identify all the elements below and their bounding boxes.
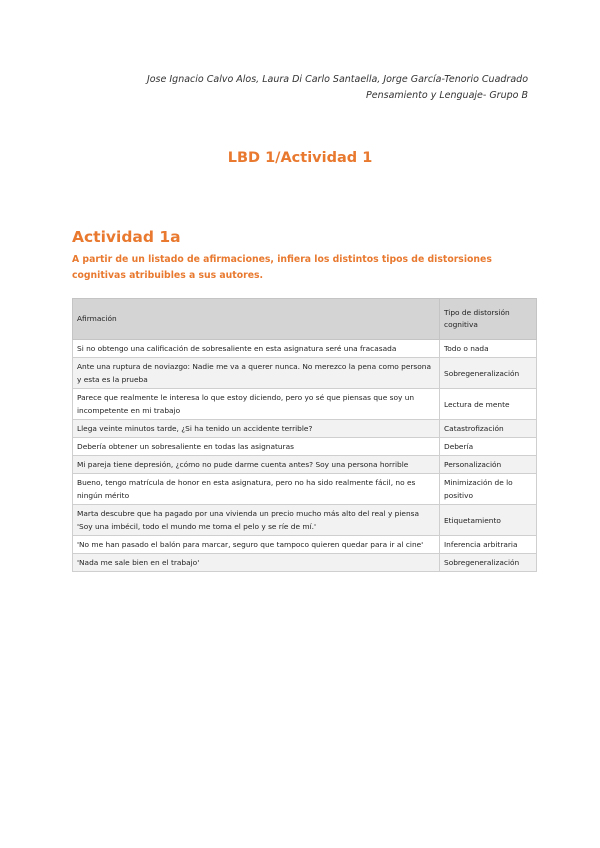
type-cell: Sobregeneralización [440,358,537,389]
table-row [73,505,537,536]
table-row [73,358,537,389]
statement-cell: Llega veinte minutos tarde, ¿Si ha tenido un accidente terrible? [73,420,440,438]
statement-cell: 'Nada me sale bien en el trabajo' [73,554,440,572]
header-statement: Afirmación [73,299,440,340]
type-cell: Catastrofización [440,420,537,438]
statement-cell: Ante una ruptura de noviazgo: Nadie me va a querer nunca. No merezco la pena como persona y esta es la prueba [73,358,440,389]
section-title: Actividad 1a [72,228,181,246]
course-line: Pensamiento y Lenguaje- Grupo B [366,90,528,101]
table-row [73,554,537,572]
statement-cell: Si no obtengo una calificación de sobresaliente en esta asignatura seré una fracasada [73,340,440,358]
statement-cell: Debería obtener un sobresaliente en todas las asignaturas [73,438,440,456]
statement-cell: Mi pareja tiene depresión, ¿cómo no pude darme cuenta antes? Soy una persona horrible [73,456,440,474]
document-title: LBD 1/Actividad 1 [227,150,373,166]
table-header-row [73,299,537,340]
header-distortion-type: Tipo de distorsión cognitiva [440,299,537,340]
distortions-table [72,298,537,572]
authors-line: Jose Ignacio Calvo Alos, Laura Di Carlo Santaella, Jorge García-Tenorio Cuadrado [146,74,528,85]
instructions-text: A partir de un listado de afirmaciones, infiera los distintos tipos de distorsiones cognitivas atribuibles a sus autores. [72,254,492,281]
type-cell: Debería [440,438,537,456]
table-row [73,420,537,438]
table-row [73,456,537,474]
table-row [73,474,537,505]
type-cell: Lectura de mente [440,389,537,420]
type-cell: Sobregeneralización [440,554,537,572]
type-cell: Minimización de lo positivo [440,474,537,505]
table-row [73,340,537,358]
table-row [73,536,537,554]
statement-cell: Parece que realmente le interesa lo que estoy diciendo, pero yo sé que piensas que soy un incompetente en mi trabajo [73,389,440,420]
table-row [73,438,537,456]
type-cell: Personalización [440,456,537,474]
type-cell: Inferencia arbitraria [440,536,537,554]
statement-cell: 'No me han pasado el balón para marcar, seguro que tampoco quieren quedar para ir al cine' [73,536,440,554]
table-row [73,389,537,420]
type-cell: Todo o nada [440,340,537,358]
statement-cell: Marta descubre que ha pagado por una vivienda un precio mucho más alto del real y piensa 'Soy una imbécil, todo el mundo me toma el pelo y se ríe de mí.' [73,505,440,536]
type-cell: Etiquetamiento [440,505,537,536]
statement-cell: Bueno, tengo matrícula de honor en esta asignatura, pero no ha sido realmente fácil, no es ningún mérito [73,474,440,505]
document-header [147,72,528,104]
